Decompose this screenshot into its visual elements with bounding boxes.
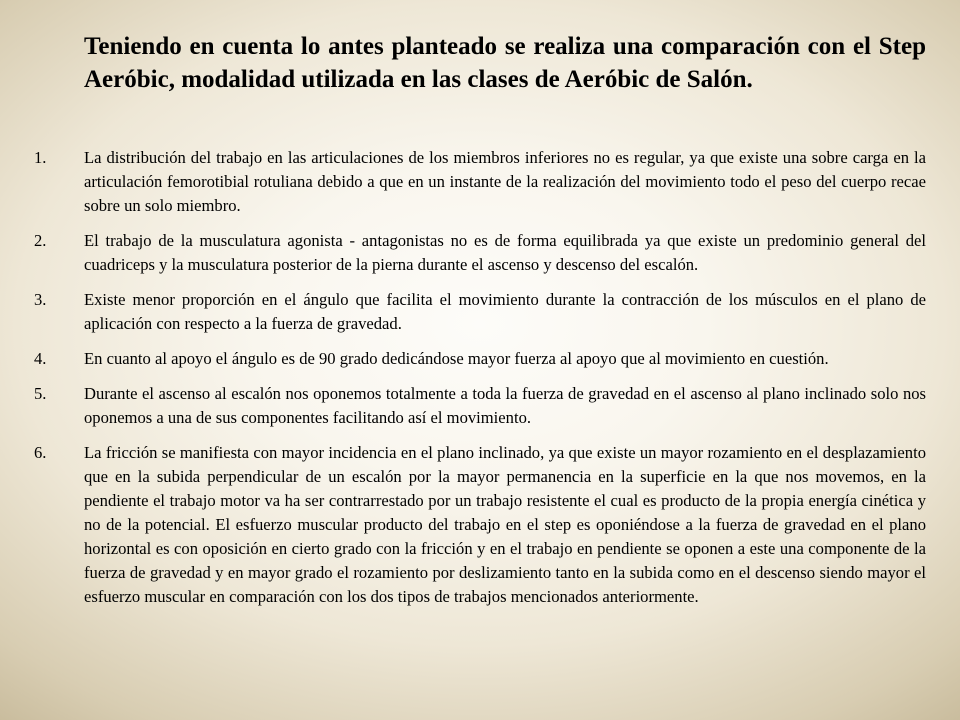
list-item-text: En cuanto al apoyo el ángulo es de 90 grado dedicándose mayor fuerza al apoyo que al movimiento en cuestión. xyxy=(84,349,829,368)
list-item-number: 5. xyxy=(34,384,47,403)
list-item-text: Durante el ascenso al escalón nos oponemos totalmente a toda la fuerza de gravedad en el ascenso al plano inclinado solo nos oponemos a una de sus componentes facilitando así el movimiento. xyxy=(84,384,926,427)
list-item-1 xyxy=(0,146,926,218)
list-item-number: 4. xyxy=(34,349,47,368)
list-item-number: 3. xyxy=(34,290,47,309)
list-item-number: 6. xyxy=(34,443,47,462)
list-item-2 xyxy=(0,229,926,277)
list-item-text: Existe menor proporción en el ángulo que facilita el movimiento durante la contracción de los músculos en el plano de aplicación con respecto a la fuerza de gravedad. xyxy=(84,290,926,333)
numbered-list xyxy=(0,146,960,620)
list-item-5 xyxy=(0,382,926,430)
slide-title: Teniendo en cuenta lo antes planteado se realiza una comparación con el Step Aeróbic, modalidad utilizada en las clases de Aeróbic de Salón. xyxy=(84,33,926,93)
list-item-number: 2. xyxy=(34,231,47,250)
list-item-4 xyxy=(0,347,926,371)
list-item-6 xyxy=(0,441,926,609)
list-item-text: El trabajo de la musculatura agonista - antagonistas no es de forma equilibrada ya que existe un predominio general del cuadriceps y la musculatura posterior de la pierna durante el ascenso y descenso del escalón. xyxy=(84,231,926,274)
list-item-text: La distribución del trabajo en las articulaciones de los miembros inferiores no es regular, ya que existe una sobre carga en la articulación femorotibial rotuliana debido a que en un instante de la realización del movimiento todo el peso del cuerpo recae sobre un solo miembro. xyxy=(84,148,926,215)
list-item-number: 1. xyxy=(34,148,47,167)
list-item-3 xyxy=(0,288,926,336)
list-item-text: La fricción se manifiesta con mayor incidencia en el plano inclinado, ya que existe un mayor rozamiento en el desplazamiento que en la subida perpendicular de un escalón por la mayor permanencia en la superficie en la que nos movemos, en la pendiente el trabajo motor va ha ser contrarrestado por un trabajo resistente el cual es producto de la propia energía cinética y no de la potencial. El esfuerzo muscular producto del trabajo en el step es oponiéndose a la fuerza de gravedad en el plano horizontal es con oposición en cierto grado con la fricción y en el trabajo en pendiente se oponen a este una componente de la fuerza de gravedad y en mayor grado el rozamiento por deslizamiento tanto en la subida como en el descenso siendo mayor el esfuerzo muscular en comparación con los dos tipos de trabajos mencionados anteriormente. xyxy=(84,443,926,606)
